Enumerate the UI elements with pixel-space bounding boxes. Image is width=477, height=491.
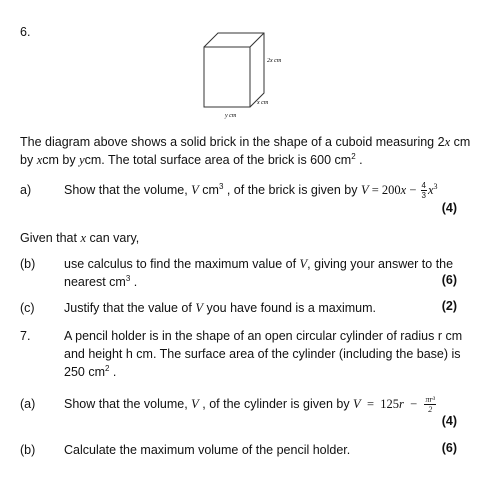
question-7-number: 7. bbox=[20, 329, 31, 343]
q6c-label: (c) bbox=[20, 301, 35, 315]
label-y-cm: y cm bbox=[225, 113, 237, 119]
superscript: 3 bbox=[433, 181, 438, 191]
formula-r: r bbox=[399, 397, 404, 411]
formula-minus: − bbox=[406, 183, 420, 197]
var-x: x bbox=[36, 153, 43, 167]
part-text: nearest cm bbox=[64, 275, 126, 289]
q6b-marks: (6) bbox=[441, 273, 457, 287]
q7-line-3 bbox=[64, 363, 116, 381]
intro-text: cm bbox=[450, 135, 471, 149]
part-text: , of the cylinder is given by bbox=[198, 397, 354, 411]
fraction-numerator: 4 bbox=[421, 181, 426, 191]
superscript: 3 bbox=[125, 273, 131, 283]
formula-x: x bbox=[427, 183, 434, 197]
given-text: Given that bbox=[20, 231, 81, 245]
part-text: Justify that the value of bbox=[64, 301, 196, 315]
q6-intro-line-2 bbox=[20, 151, 363, 169]
q7a-label: (a) bbox=[20, 397, 36, 411]
q6a-marks: (4) bbox=[441, 201, 457, 215]
intro-text: cm. The total surface area of the brick is 600 cm bbox=[84, 153, 352, 167]
q6a-text bbox=[64, 181, 438, 200]
var-V: V bbox=[191, 183, 199, 197]
q6c-text bbox=[64, 299, 376, 317]
given-statement bbox=[20, 229, 139, 247]
intro-text: . bbox=[355, 153, 363, 167]
q6-intro-line-1 bbox=[20, 133, 470, 151]
q7b-label: (b) bbox=[20, 443, 36, 457]
part-text: , of the brick is given by bbox=[223, 183, 361, 197]
var-y: y bbox=[79, 153, 85, 167]
fraction-4-over-3 bbox=[421, 181, 427, 200]
question-6-number: 6. bbox=[20, 25, 31, 39]
q7b-marks: (6) bbox=[441, 441, 457, 455]
cuboid-top-right-edge bbox=[250, 33, 264, 47]
formula-minus: − bbox=[403, 397, 424, 411]
intro-text: cm by bbox=[42, 153, 80, 167]
part-text: . bbox=[109, 365, 117, 379]
cuboid-front-face bbox=[204, 47, 250, 107]
q7-line-1: A pencil holder is in the shape of an open circular cylinder of radius r cm bbox=[64, 329, 463, 343]
part-text: , giving your answer to the bbox=[307, 257, 454, 271]
part-text: Show that the volume, bbox=[64, 397, 192, 411]
superscript: 2 bbox=[105, 363, 110, 373]
q6b-label: (b) bbox=[20, 257, 36, 271]
part-text: cm bbox=[198, 183, 219, 197]
q7a-marks: (4) bbox=[441, 414, 457, 428]
fraction-denominator: 2 bbox=[428, 405, 433, 415]
q7a-text bbox=[64, 395, 437, 414]
formula-V: V bbox=[353, 397, 361, 411]
part-text: you have found is a maximum. bbox=[202, 301, 376, 315]
formula-x: x bbox=[400, 183, 407, 197]
label-x-cm: x cm bbox=[257, 100, 269, 106]
fraction-numerator: πr³ bbox=[425, 395, 435, 405]
given-text: can vary, bbox=[86, 231, 140, 245]
superscript: 2 bbox=[351, 151, 356, 161]
cuboid-top-side-edges bbox=[204, 33, 264, 107]
var-x: x bbox=[80, 231, 87, 245]
var-x: x bbox=[444, 135, 451, 149]
formula-part: = 125 bbox=[360, 397, 399, 411]
label-2x-cm: 2x cm bbox=[267, 58, 282, 64]
intro-text: The diagram above shows a solid brick in the shape of a cuboid measuring 2 bbox=[20, 135, 445, 149]
formula-V: V bbox=[360, 183, 369, 197]
var-V: V bbox=[191, 397, 199, 411]
cuboid-diagram bbox=[195, 28, 305, 124]
q7b-text: Calculate the maximum volume of the pencil holder. bbox=[64, 443, 351, 457]
q6a-label: a) bbox=[20, 183, 32, 197]
q7-line-2: and height h cm. The surface area of the cylinder (including the base) is bbox=[64, 347, 461, 361]
part-text: Show that the volume, bbox=[64, 183, 192, 197]
intro-text: by bbox=[20, 153, 37, 167]
part-text: 250 cm bbox=[64, 365, 105, 379]
q6b-line-1 bbox=[64, 255, 453, 273]
formula-part: = 200 bbox=[368, 183, 401, 197]
var-V: V bbox=[299, 257, 308, 271]
fraction-denominator: 3 bbox=[421, 191, 426, 201]
q6c-marks: (2) bbox=[441, 299, 457, 313]
var-V: V bbox=[195, 301, 203, 315]
fraction-pi-r-cubed-over-2 bbox=[424, 395, 436, 414]
q6b-line-2 bbox=[64, 273, 137, 291]
part-text: use calculus to find the maximum value of bbox=[64, 257, 300, 271]
part-text: . bbox=[130, 275, 138, 289]
superscript: 3 bbox=[218, 181, 224, 191]
